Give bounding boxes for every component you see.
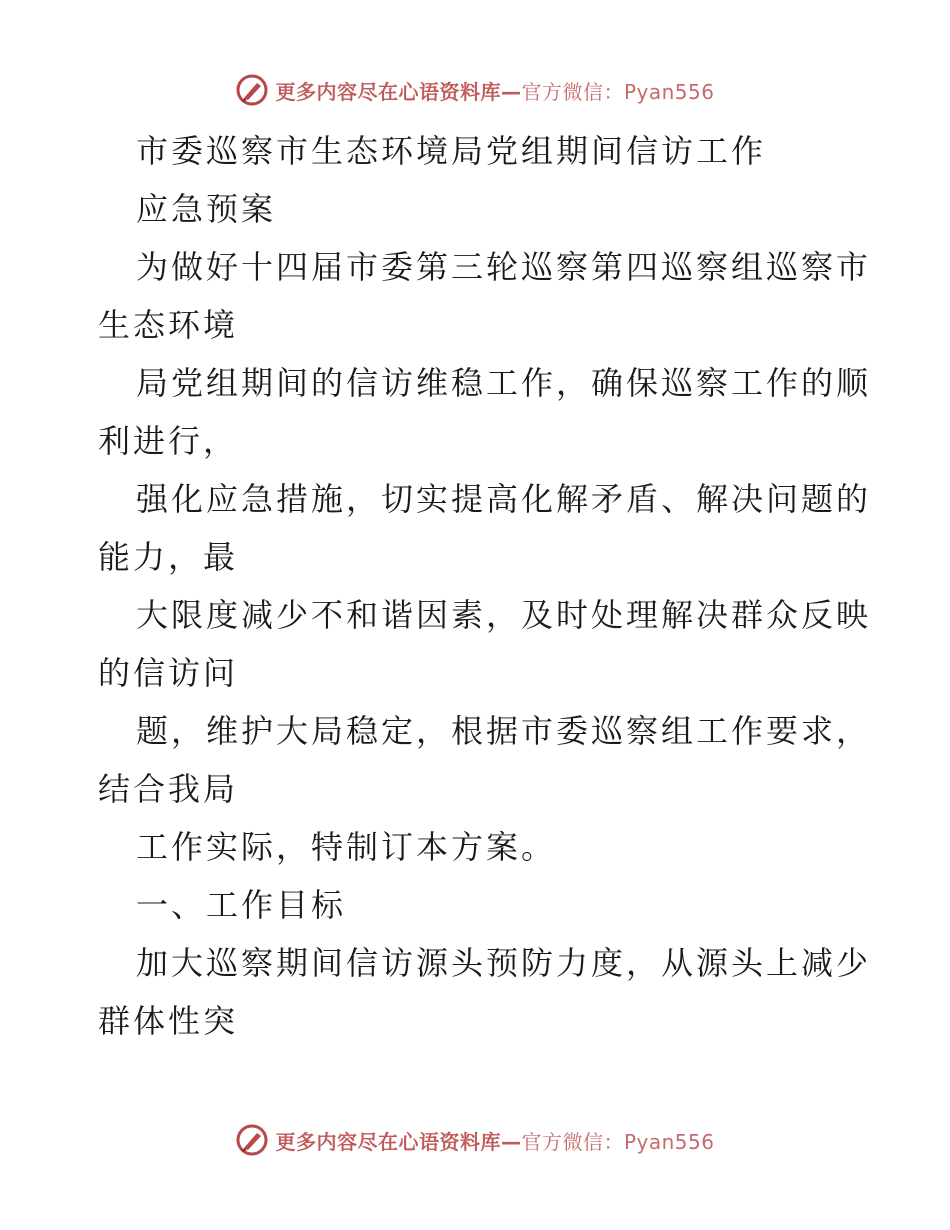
text-line: 大限度减少不和谐因素，及时处理解决群众反映 <box>136 596 872 634</box>
text-line: 题，维护大局稳定，根据市委巡察组工作要求， <box>136 712 872 750</box>
watermark-text: 更多内容尽在心语资料库—官方微信：Pyan556 <box>275 79 715 104</box>
pen-logo-icon <box>235 73 269 107</box>
text-line: 市委巡察市生态环境局党组期间信访工作 <box>136 132 767 170</box>
text-line: 群体性突 <box>98 1002 239 1040</box>
text-line: 强化应急措施，切实提高化解矛盾、解决问题的 <box>136 480 872 518</box>
text-line: 的信访问 <box>98 654 239 692</box>
text-line: 局党组期间的信访维稳工作，确保巡察工作的顺 <box>136 364 872 402</box>
text-line: 结合我局 <box>98 770 239 808</box>
footer-watermark <box>0 1120 950 1160</box>
header-watermark <box>0 70 950 110</box>
text-line: 加大巡察期间信访源头预防力度，从源头上减少 <box>136 944 872 982</box>
pen-logo-icon <box>235 1123 269 1157</box>
text-line: 利进行， <box>98 422 239 460</box>
watermark-text: 更多内容尽在心语资料库—官方微信：Pyan556 <box>275 1129 715 1154</box>
document-body <box>98 122 872 1050</box>
text-line: 生态环境 <box>98 306 239 344</box>
text-line: 为做好十四届市委第三轮巡察第四巡察组巡察市 <box>136 248 872 286</box>
text-line: 应急预案 <box>136 190 277 228</box>
text-line: 一、工作目标 <box>136 886 347 924</box>
text-line: 能力，最 <box>98 538 239 576</box>
text-line: 工作实际，特制订本方案。 <box>136 828 557 866</box>
